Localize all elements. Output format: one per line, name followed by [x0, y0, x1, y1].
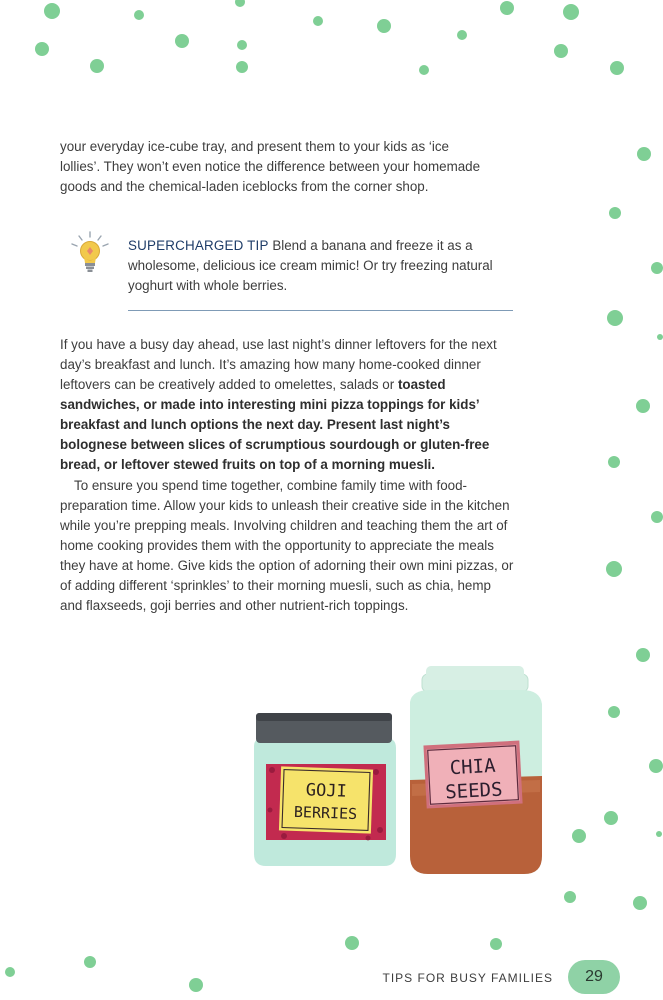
svg-text:GOJI: GOJI [305, 780, 348, 802]
section-title-footer: TIPS FOR BUSY FAMILIES [382, 971, 553, 985]
polka-dot [651, 262, 663, 274]
page-number: 29 [568, 960, 620, 994]
polka-dot [633, 896, 647, 910]
polka-dot [490, 938, 502, 950]
chia-seeds-jar [410, 666, 542, 874]
polka-dot [175, 34, 189, 48]
polka-dot [572, 829, 586, 843]
polka-dot [90, 59, 104, 73]
polka-dot [608, 706, 620, 718]
polka-dot [236, 61, 248, 73]
polka-dot [607, 310, 623, 326]
polka-dot [457, 30, 467, 40]
polka-dot [610, 61, 624, 75]
polka-dot [649, 759, 663, 773]
leftovers-bold-text: toasted sandwiches, or made into interesting mini pizza toppings for kids’ breakfast and lunch options the next day. Present last night’s bolognese between slices of scrumptious sourdough or gluten-free bread, or leftover stewed fruits on top of a morning muesli. [60, 377, 490, 472]
polka-dot [84, 956, 96, 968]
polka-dot [604, 811, 618, 825]
polka-dot [35, 42, 49, 56]
tip-label: SUPERCHARGED TIP [128, 238, 269, 253]
svg-text:BERRIES: BERRIES [293, 802, 358, 824]
svg-text:CHIA: CHIA [449, 754, 497, 780]
goji-berries-jar [254, 713, 396, 866]
polka-dot [656, 831, 662, 837]
polka-dot [345, 936, 359, 950]
polka-dot [563, 4, 579, 20]
tip-divider [128, 310, 513, 311]
polka-dot [44, 3, 60, 19]
polka-dot [637, 147, 651, 161]
lightbulb-icon [68, 230, 112, 276]
polka-dot [657, 334, 663, 340]
polka-dot [606, 561, 622, 577]
polka-dot [313, 16, 323, 26]
polka-dot [134, 10, 144, 20]
polka-dot [554, 44, 568, 58]
polka-dot [651, 511, 663, 523]
polka-dot [237, 40, 247, 50]
polka-dot [564, 891, 576, 903]
polka-dot [609, 207, 621, 219]
polka-dot [5, 967, 15, 977]
supercharged-tip [68, 230, 513, 314]
svg-text:SEEDS: SEEDS [444, 778, 504, 804]
polka-dot [636, 399, 650, 413]
tip-text [128, 236, 508, 296]
polka-dot [500, 1, 514, 15]
intro-paragraph: your everyday ice-cube tray, and present them to your kids as ‘ice lollies’. They won’t even notice the difference between your homemade goods and the chemical-laden iceblocks from the corner shop. [60, 139, 481, 194]
family-time-paragraph: To ensure you spend time together, combine family time with food-preparation time. Allow your kids to unleash their creative side in the kitchen while you’re prepping meals. Involving children and teaching them the art of home cooking provides them with the opportunity to appreciate the meals they have at home. Give kids the option of adorning their own mini pizzas, or of adding different ‘sprinkles’ to their morning muesli, such as chia, hemp and flaxseeds, goji berries and other nutrient-rich toppings. [60, 478, 514, 613]
polka-dot [189, 978, 203, 992]
polka-dot [419, 65, 429, 75]
polka-dot [636, 648, 650, 662]
polka-dot [235, 0, 245, 7]
leftovers-text: If you have a busy day ahead, use last night’s dinner leftovers for the next day’s breakfast and lunch. It’s amazing how many home-cooked dinner leftovers can be creatively added to omelettes, salads or [60, 337, 497, 392]
jars-illustration [240, 660, 560, 875]
polka-dot [608, 456, 620, 468]
tip-body: Blend a banana and freeze it as a wholesome, delicious ice cream mimic! Or try freezing natural yoghurt with whole berries. [128, 238, 493, 293]
leftovers-paragraph [60, 335, 515, 475]
polka-dot [377, 19, 391, 33]
